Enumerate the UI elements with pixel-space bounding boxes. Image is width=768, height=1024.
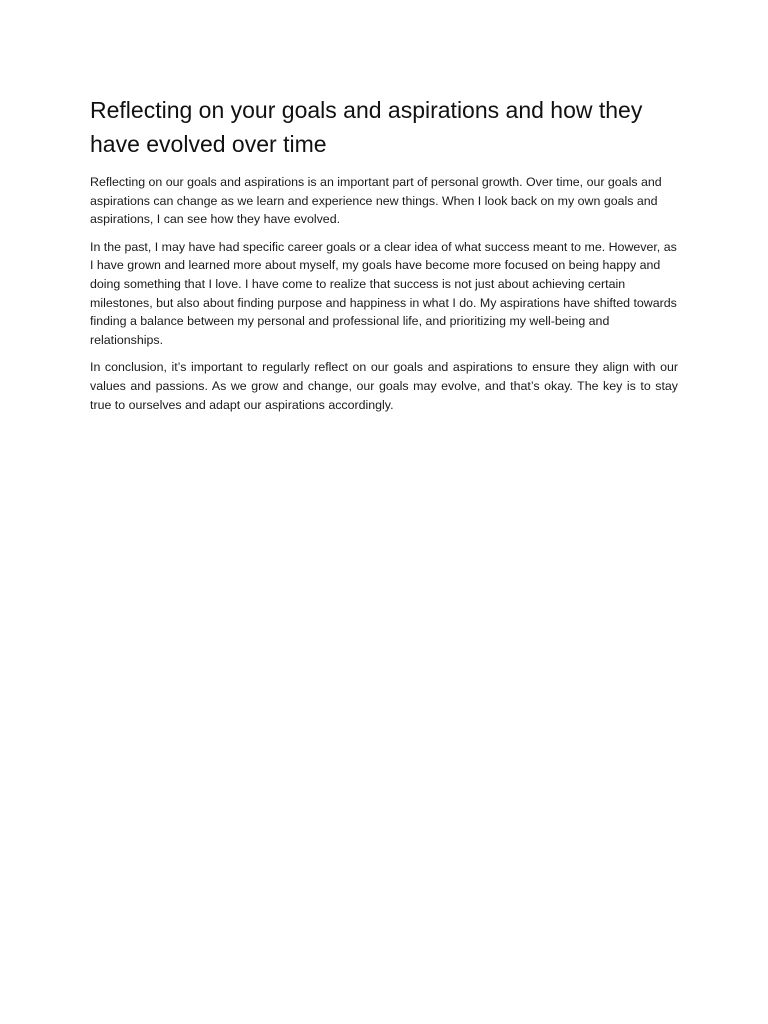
paragraph-intro: Reflecting on our goals and aspirations is an important part of personal growth. Over time, our goals and aspirations can change as we learn and experience new things. When I look back on my own goals and aspirations, I can see how they have evolved. [90,175,662,227]
paragraph-conclusion: In conclusion, it’s important to regularly reflect on our goals and aspirations to ensure they align with our values and passions. As we grow and change, our goals may evolve, and that’s okay. The key is to stay true to ourselves and adapt our aspirations accordingly. [90,360,678,412]
document-title: Reflecting on your goals and aspirations and how they have evolved over time [90,97,643,157]
document-body [90,93,678,423]
paragraph-past: In the past, I may have had specific career goals or a clear idea of what success meant to me. However, as I have grown and learned more about myself, my goals have become more focused on being happy and doing something that I love. I have come to realize that success is not just about achieving certain milestones, but also about finding purpose and happiness in what I do. My aspirations have shifted towards finding a balance between my personal and professional life, and prioritizing my well-being and relationships. [90,239,677,347]
